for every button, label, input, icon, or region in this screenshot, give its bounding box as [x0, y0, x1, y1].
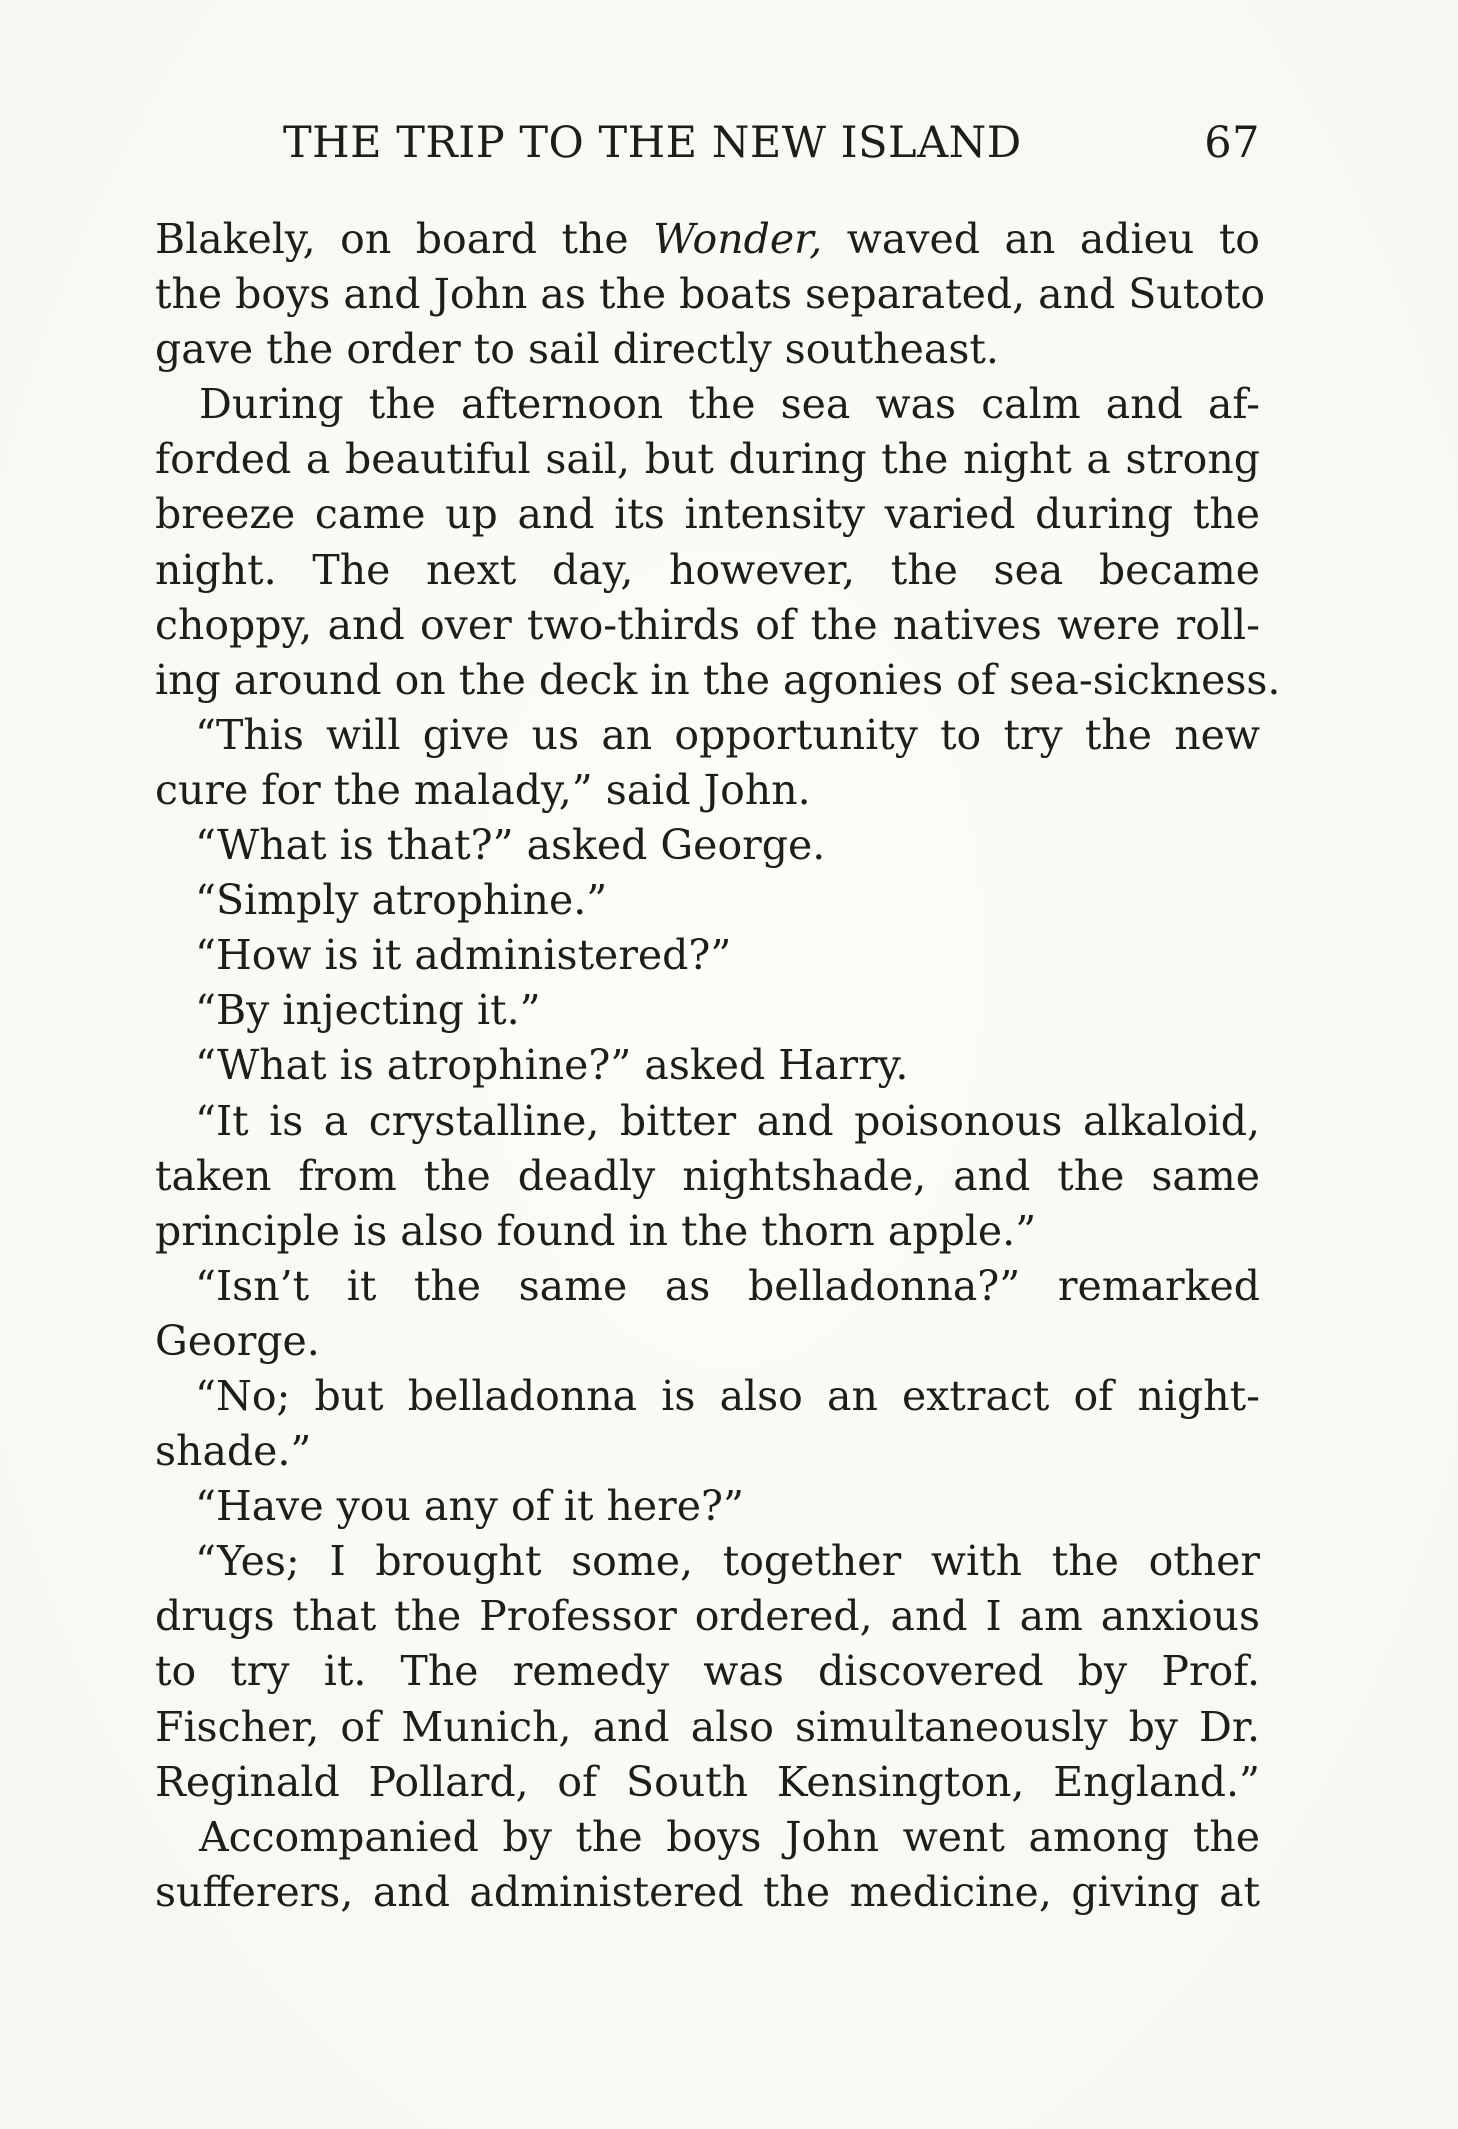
text-line: “It is a crystalline, bitter and poisonous alkaloid,: [195, 1096, 1260, 1145]
text-line: drugs that the Professor ordered, and I am anxious: [155, 1592, 1260, 1641]
text-line: gave the order to sail directly southeast.: [155, 325, 999, 374]
text-line: “No; but belladonna is also an extract of night-: [195, 1371, 1260, 1420]
text-line: “How is it administered?”: [195, 931, 732, 980]
body-text: [155, 212, 1281, 1920]
text-line: “Simply atrophine.”: [195, 876, 608, 925]
text-line: Fischer, of Munich, and also simultaneously by Dr.: [155, 1702, 1260, 1751]
running-title: THE TRIP TO THE NEW ISLAND: [283, 118, 1022, 168]
text-line: ing around on the deck in the agonies of sea-sickness.: [155, 655, 1281, 704]
text-line: “This will give us an opportunity to try the new: [195, 710, 1260, 759]
text-line: Accompanied by the boys John went among the: [199, 1812, 1260, 1861]
ship-name: Wonder,: [653, 215, 823, 263]
text-line: “What is that?” asked George.: [195, 821, 826, 870]
text-line: choppy, and over two-thirds of the natives were roll-: [155, 600, 1260, 649]
text-line: “Have you any of it here?”: [195, 1482, 744, 1531]
text-line: principle is also found in the thorn apple.”: [155, 1206, 1037, 1255]
text-line: Blakely, on board the Wonder, waved an adieu to: [155, 215, 1260, 263]
text-line: During the afternoon the sea was calm and af-: [199, 380, 1260, 429]
text-line: “By injecting it.”: [195, 986, 541, 1035]
text-line: Reginald Pollard, of South Kensington, England.”: [155, 1757, 1260, 1806]
text-line: forded a beautiful sail, but during the night a strong: [155, 435, 1260, 484]
text-line: to try it. The remedy was discovered by Prof.: [155, 1647, 1260, 1696]
text-line: sufferers, and administered the medicine, giving at: [155, 1867, 1260, 1916]
text-line: “Yes; I brought some, together with the other: [195, 1537, 1260, 1586]
text-line: “Isn’t it the same as belladonna?” remarked: [195, 1261, 1260, 1310]
text-line: taken from the deadly nightshade, and the same: [155, 1151, 1260, 1200]
text-line: “What is atrophine?” asked Harry.: [195, 1041, 909, 1090]
page-number: 67: [1204, 118, 1260, 168]
text-line: night. The next day, however, the sea became: [155, 545, 1260, 594]
text-line: George.: [155, 1316, 320, 1365]
text-line: breeze came up and its intensity varied during the: [155, 490, 1260, 539]
text-line: cure for the malady,” said John.: [155, 765, 811, 814]
text-line: shade.”: [155, 1427, 312, 1476]
page-header: [155, 118, 1260, 178]
text-line: the boys and John as the boats separated, and Sutoto: [155, 270, 1266, 319]
